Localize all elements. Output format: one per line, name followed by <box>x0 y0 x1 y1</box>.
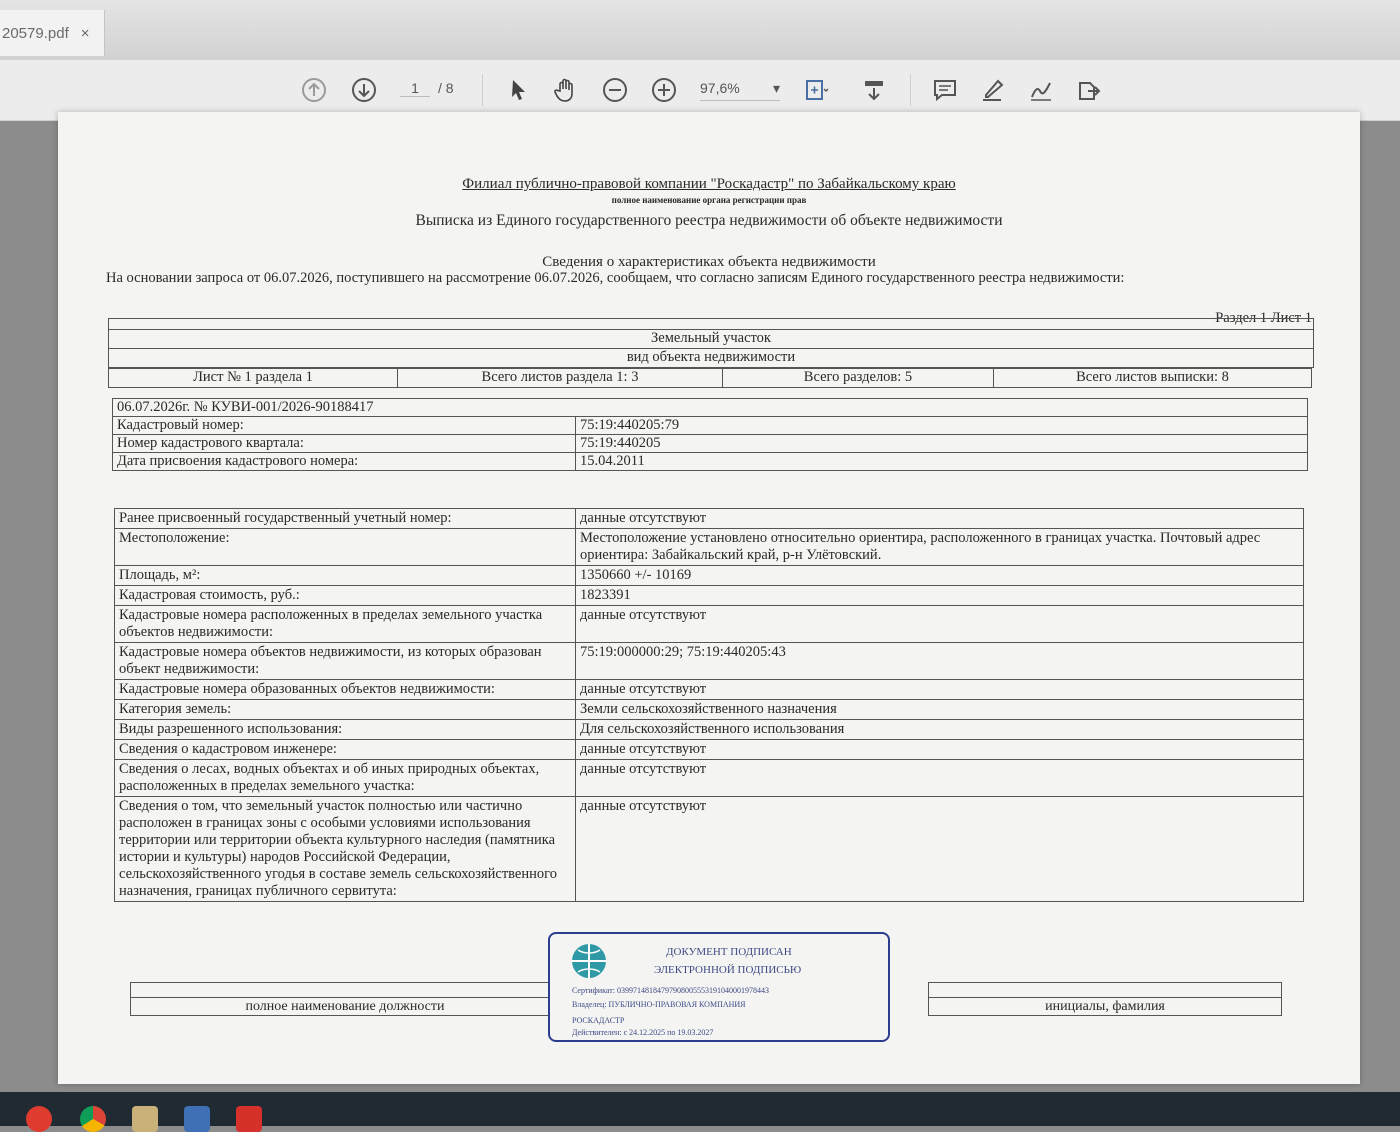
select-cursor-icon[interactable] <box>500 72 536 108</box>
tab-file-name: 20579.pdf <box>2 24 69 42</box>
organization-caption: полное наименование органа регистрации прав <box>611 195 807 205</box>
zoom-value: 97,6% <box>700 80 740 96</box>
zoom-select[interactable] <box>700 76 780 101</box>
next-page-icon[interactable] <box>346 72 382 108</box>
field-label: Кадастровые номера объектов недвижимости, из которых образован объект недвижимости: <box>115 643 576 680</box>
field-label: Дата присвоения кадастрового номера: <box>113 453 576 471</box>
table-row <box>131 983 560 998</box>
table-row <box>115 586 1304 606</box>
field-label: Номер кадастрового квартала: <box>113 435 576 453</box>
sheet-number: Лист № 1 раздела 1 <box>109 369 398 388</box>
position-caption: полное наименование должности <box>131 998 560 1016</box>
rosreestr-logo-icon <box>570 942 608 980</box>
scroll-mode-icon[interactable] <box>856 72 892 108</box>
field-label: Местоположение: <box>115 529 576 566</box>
field-value: данные отсутствуют <box>576 760 1304 797</box>
document-tab[interactable] <box>0 10 105 56</box>
sign-icon[interactable] <box>1023 72 1059 108</box>
record-id: 06.07.2026г. № КУВИ-001/2026-90188417 <box>113 399 1308 417</box>
prev-page-icon[interactable] <box>296 72 332 108</box>
yandex-browser-icon[interactable] <box>26 1106 52 1132</box>
field-label: Кадастровый номер: <box>113 417 576 435</box>
sheets-total: Всего листов выписки: 8 <box>994 369 1312 388</box>
pdf-page <box>58 112 1360 1084</box>
field-label: Кадастровые номера образованных объектов недвижимости: <box>115 680 576 700</box>
field-label: Виды разрешенного использования: <box>115 720 576 740</box>
section-title: Сведения о характеристиках объекта недвижимости <box>542 254 876 270</box>
table-row <box>115 566 1304 586</box>
stamp-line-1: ДОКУМЕНТ ПОДПИСАН <box>666 946 792 958</box>
stamp-owner: Владелец: ПУБЛИЧНО-ПРАВОВАЯ КОМПАНИЯ <box>572 1000 746 1009</box>
object-type-caption: вид объекта недвижимости <box>109 349 1314 368</box>
close-tab-icon[interactable]: × <box>80 24 90 42</box>
acrobat-icon[interactable] <box>236 1106 262 1132</box>
stamp-line-2: ЭЛЕКТРОННОЙ ПОДПИСЬЮ <box>654 964 802 976</box>
field-value: данные отсутствуют <box>576 797 1304 902</box>
field-value: 1823391 <box>576 586 1304 606</box>
field-value: Местоположение установлено относительно ориентира, расположенного в границах участка. Почтовый адрес ориентира: Забайкальский край, р-н Улётовский. <box>576 529 1304 566</box>
tab-bar <box>0 0 1400 60</box>
field-value: данные отсутствуют <box>576 740 1304 760</box>
intro-text: На основании запроса от 06.07.2026, поступившего на рассмотрение 06.07.2026, сообщаем, что согласно записям Единого государственного реестра недвижимости: <box>106 270 1125 286</box>
zoom-in-icon[interactable] <box>646 72 682 108</box>
table-row <box>115 643 1304 680</box>
field-label: Категория земель: <box>115 700 576 720</box>
taskbar <box>0 1092 1400 1126</box>
field-value: 75:19:000000:29; 75:19:440205:43 <box>576 643 1304 680</box>
field-label: Сведения о кадастровом инженере: <box>115 740 576 760</box>
stamp-certificate: Сертификат: 0399714818479790800555319104000197844З <box>572 986 769 995</box>
comment-icon[interactable] <box>927 72 963 108</box>
zoom-dropdown-icon: ▾ <box>772 79 780 96</box>
files-icon[interactable] <box>132 1106 158 1132</box>
page-total: / 8 <box>438 80 454 96</box>
share-icon[interactable] <box>1071 72 1107 108</box>
table-row <box>115 720 1304 740</box>
stamp-valid: Действителен: с 24.12.2025 по 19.03.2027 <box>572 1028 714 1037</box>
table-row <box>115 797 1304 902</box>
field-value: данные отсутствуют <box>576 509 1304 529</box>
organization-name: Филиал публично-правовой компании "Роскадастр" по Забайкальскому краю <box>462 176 956 192</box>
table-row <box>109 319 1314 330</box>
field-value: 75:19:440205 <box>576 435 1308 453</box>
sheet-count-table <box>108 368 1312 388</box>
table-row <box>115 760 1304 797</box>
sheet-info: Раздел 1 Лист 1 <box>1215 310 1312 326</box>
page-number-input[interactable]: 1 <box>400 80 430 97</box>
field-label: Сведения о том, что земельный участок полностью или частично расположен в границах зоны с особыми условиями использования территории или территории объекта культурного наследия (памятника истории и культуры) народов Российской Федерации, сельскохозяйственного угодья в составе земель сельскохозяйственного назначения, границах публичного сервитута: <box>115 797 576 902</box>
highlight-icon[interactable] <box>975 72 1011 108</box>
sections-total: Всего разделов: 5 <box>723 369 994 388</box>
electronic-signature-stamp <box>548 932 890 1042</box>
stamp-owner-2: РОСКАДАСТР <box>572 1016 625 1025</box>
save-icon[interactable] <box>184 1106 210 1132</box>
characteristics-table <box>114 508 1304 902</box>
field-label: Кадастровая стоимость, руб.: <box>115 586 576 606</box>
field-value: Земли сельскохозяйственного назначения <box>576 700 1304 720</box>
table-row <box>115 606 1304 643</box>
field-label: Сведения о лесах, водных объектах и об иных природных объектах, расположенных в пределах земельного участка: <box>115 760 576 797</box>
toolbar-divider <box>910 74 911 106</box>
hand-tool-icon[interactable] <box>548 72 584 108</box>
field-value: 15.04.2011 <box>576 453 1308 471</box>
table-row <box>115 740 1304 760</box>
toolbar-divider <box>482 74 483 106</box>
field-value: данные отсутствуют <box>576 680 1304 700</box>
identification-table <box>112 398 1308 471</box>
field-label: Площадь, м²: <box>115 566 576 586</box>
field-value: данные отсутствуют <box>576 606 1304 643</box>
table-row <box>929 983 1282 998</box>
field-value: 75:19:440205:79 <box>576 417 1308 435</box>
table-row <box>113 453 1308 471</box>
table-row <box>113 435 1308 453</box>
page-fit-icon[interactable] <box>798 72 834 108</box>
object-type-table <box>108 318 1314 368</box>
zoom-out-icon[interactable] <box>597 72 633 108</box>
field-value: Для сельскохозяйственного использования <box>576 720 1304 740</box>
object-type: Земельный участок <box>109 330 1314 349</box>
field-label: Кадастровые номера расположенных в пределах земельного участка объектов недвижимости: <box>115 606 576 643</box>
document-title: Выписка из Единого государственного реестра недвижимости об объекте недвижимости <box>415 212 1003 229</box>
sheets-in-section: Всего листов раздела 1: 3 <box>398 369 723 388</box>
field-label: Ранее присвоенный государственный учетный номер: <box>115 509 576 529</box>
table-row <box>115 700 1304 720</box>
field-value: 1350660 +/- 10169 <box>576 566 1304 586</box>
chrome-icon[interactable] <box>80 1106 106 1132</box>
table-row <box>115 529 1304 566</box>
table-row <box>115 509 1304 529</box>
table-row <box>115 680 1304 700</box>
page-navigation <box>400 76 454 100</box>
table-row <box>113 417 1308 435</box>
name-caption: инициалы, фамилия <box>929 998 1282 1016</box>
